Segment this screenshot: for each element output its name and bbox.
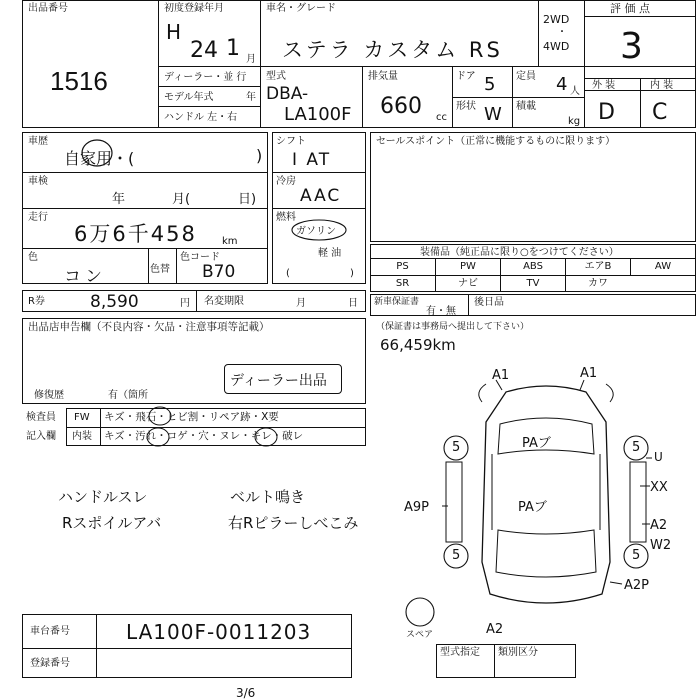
history-value: 自家用・(	[64, 149, 135, 168]
dealer-notes-label: 出品店申告欄（不良内容・欠品・注意事項等記載）	[28, 321, 270, 333]
dealer-row-label: ディーラー・並 行	[164, 72, 247, 83]
type-code: LA100F	[284, 104, 352, 125]
fuel-light-oil: 軽 油	[318, 248, 342, 259]
model-year-label: モデル年式	[164, 92, 214, 103]
note-left-2: Rスポイルアバ	[62, 514, 162, 532]
drive-dot: ・	[557, 27, 567, 38]
fw-label: FW	[74, 412, 90, 423]
interior-items: キズ・汚れ・コゲ・穴・ヌレ・キレ・破レ	[104, 430, 304, 442]
sales-points-label: セールスポイント（正常に機能するものに限ります）	[376, 136, 616, 147]
color-code: B70	[202, 262, 236, 282]
reg-year: 24	[190, 38, 218, 63]
exterior-label: 外 装	[592, 80, 616, 91]
label-a2-bottom: A2	[486, 622, 504, 637]
divider	[22, 648, 352, 649]
deadline-month-unit: 月	[296, 298, 306, 309]
divider	[538, 0, 539, 66]
divider	[272, 172, 366, 173]
entry-label: 記入欄	[26, 431, 56, 442]
color-change-label: 色替	[150, 264, 170, 275]
lot-no: 1516	[50, 66, 108, 96]
equipment-item: カワ	[565, 276, 630, 292]
diagram-note: （保証書は事務局へ提出して下さい）	[376, 322, 530, 332]
divider	[148, 248, 149, 284]
divider	[158, 0, 159, 128]
note-right-1: ベルト鳴き	[230, 488, 306, 506]
load-label: 積載	[516, 101, 536, 112]
label-roof: PAブ	[522, 436, 551, 451]
equipment-item: ナビ	[435, 276, 500, 292]
handle-label: ハンドル 左・右	[164, 112, 238, 123]
label-xx: XX	[650, 480, 668, 495]
km-unit: km	[222, 236, 238, 247]
divider	[452, 97, 584, 98]
divider	[22, 208, 268, 209]
designation-label: 型式指定	[440, 647, 480, 658]
divider	[260, 0, 261, 128]
repair-value: 有（箇所	[108, 390, 148, 401]
shift-value: I AT	[292, 150, 332, 170]
first-reg-label: 初度登録年月	[164, 3, 224, 14]
aircon-label: 冷房	[276, 176, 296, 187]
fuel-label: 燃料	[276, 212, 296, 223]
tire-mark-rl: 5	[452, 548, 461, 563]
yen-unit: 円	[180, 298, 190, 309]
model-label: 車名・グレード	[266, 3, 336, 14]
fuel-paren-open: (	[286, 268, 290, 279]
fuel-circle-mark	[290, 218, 348, 242]
year-unit: 年	[246, 92, 256, 103]
history-label: 車歴	[28, 136, 48, 147]
lot-no-label: 出品番号	[28, 3, 68, 14]
shaken-month: 月(	[172, 192, 191, 207]
chassis-label: 車台番号	[30, 626, 70, 637]
chassis-no: LA100F-0011203	[126, 620, 312, 644]
repair-label: 修復歴	[34, 390, 64, 401]
inspector-label: 検査員	[26, 412, 56, 423]
label-a2p: A2P	[624, 578, 650, 593]
sales-points-frame	[370, 132, 696, 242]
kg-unit: kg	[568, 116, 581, 127]
cc-unit: cc	[436, 112, 447, 123]
diagram-mileage: 66,459km	[380, 336, 456, 354]
equipment-item: PS	[396, 261, 409, 272]
equipment-label: 装備品（純正品に限り○をつけてください）	[420, 247, 619, 258]
dealer-stamp-text: ディーラー出品	[230, 373, 327, 389]
door-label: ドア	[456, 71, 476, 82]
interior-row-label: 内装	[72, 431, 92, 442]
shaken-label: 車検	[28, 176, 48, 187]
name-deadline-label: 名変期限	[204, 296, 244, 307]
history-circle-mark	[80, 136, 114, 168]
equipment-item: AW	[630, 259, 695, 275]
divider	[468, 294, 469, 316]
capacity-unit: 人	[570, 86, 580, 97]
divider	[362, 66, 363, 128]
equipment-item: SR	[395, 278, 410, 289]
displacement-label: 排気量	[368, 71, 398, 82]
label-left-side: A9P	[404, 500, 430, 515]
equipment-item: ABS	[500, 259, 565, 275]
interior-label: 内 装	[650, 80, 674, 91]
divider	[584, 78, 696, 79]
header-frame	[22, 0, 696, 128]
divider	[158, 66, 696, 67]
divider	[158, 106, 260, 107]
shape: W	[484, 104, 502, 125]
type-prefix: DBA-	[266, 84, 309, 104]
inspection-circle-marks	[140, 404, 280, 450]
drive-2wd: 2WD	[543, 13, 570, 26]
interior-grade: C	[652, 100, 668, 125]
label-a1-left: A1	[492, 368, 510, 383]
capacity: 4	[556, 74, 568, 95]
label-w2: W2	[650, 538, 672, 553]
divider	[584, 0, 585, 128]
warranty-value: 有・無	[426, 306, 456, 317]
tire-mark-rr: 5	[632, 548, 641, 563]
score: 3	[620, 26, 643, 67]
month-unit: 月	[246, 54, 256, 65]
note-left-1: ハンドルスレ	[58, 488, 148, 506]
r-ken-value: 8,590	[90, 292, 139, 312]
spare-tire	[406, 598, 434, 626]
later-date-label: 後日品	[474, 297, 504, 308]
shaken-day: 日)	[238, 192, 257, 207]
mileage: 6万6千458	[74, 222, 197, 246]
r-ken-label: R券	[28, 296, 45, 307]
displacement: 660	[380, 94, 422, 119]
tire-mark-fr: 5	[632, 440, 641, 455]
note-right-2: 右Rピラーしべこみ	[228, 514, 359, 532]
color: コン	[64, 267, 106, 287]
r-ken-frame	[22, 290, 366, 312]
deadline-day-unit: 日	[348, 298, 358, 309]
aircon-value: AAC	[300, 186, 342, 206]
divider	[584, 16, 696, 17]
category-label: 類別区分	[498, 647, 538, 658]
reg-no-label: 登録番号	[30, 658, 70, 669]
shape-label: 形状	[456, 101, 476, 112]
shift-label: シフト	[276, 136, 306, 147]
label-a2-right: A2	[650, 518, 668, 533]
fuel-paren-close: )	[350, 268, 354, 279]
fw-items: キズ・飛石・ヒビ割・リペア跡・X要	[104, 411, 279, 423]
divider	[272, 208, 366, 209]
color-label: 色	[28, 252, 38, 263]
fuel-gasoline: ガソリン	[296, 226, 336, 237]
divider	[176, 248, 177, 284]
divider	[22, 248, 268, 249]
label-a1-right: A1	[580, 366, 598, 381]
warranty-label: 新車保証書	[374, 297, 420, 307]
mileage-label: 走行	[28, 212, 48, 223]
label-center: PAブ	[518, 500, 547, 515]
type-label: 型式	[266, 71, 286, 82]
divider	[96, 614, 97, 678]
label-u: U	[654, 450, 663, 464]
equipment-item: PW	[435, 259, 500, 275]
divider	[100, 408, 101, 446]
divider	[158, 86, 260, 87]
reg-month: 1	[226, 36, 240, 61]
capacity-label: 定員	[516, 71, 536, 82]
score-label: 評 価 点	[610, 2, 650, 15]
equipment-item: エアB	[565, 259, 630, 275]
exterior-grade: D	[598, 100, 615, 125]
history-close: )	[256, 146, 263, 165]
page-mark: 3/6	[236, 686, 256, 700]
spare-label: スペア	[406, 630, 434, 640]
divider	[640, 78, 641, 128]
shaken-year: 年	[112, 192, 126, 207]
divider	[494, 644, 495, 678]
divider	[22, 172, 268, 173]
tire-mark-fl: 5	[452, 440, 461, 455]
model-name: ステラ カスタム RS	[282, 38, 503, 62]
doors: 5	[484, 74, 496, 95]
drive-4wd: 4WD	[543, 40, 570, 53]
color-code-label: 色コード	[180, 252, 220, 263]
equipment-item: TV	[500, 276, 565, 292]
era: H	[166, 20, 182, 44]
divider	[196, 290, 197, 312]
